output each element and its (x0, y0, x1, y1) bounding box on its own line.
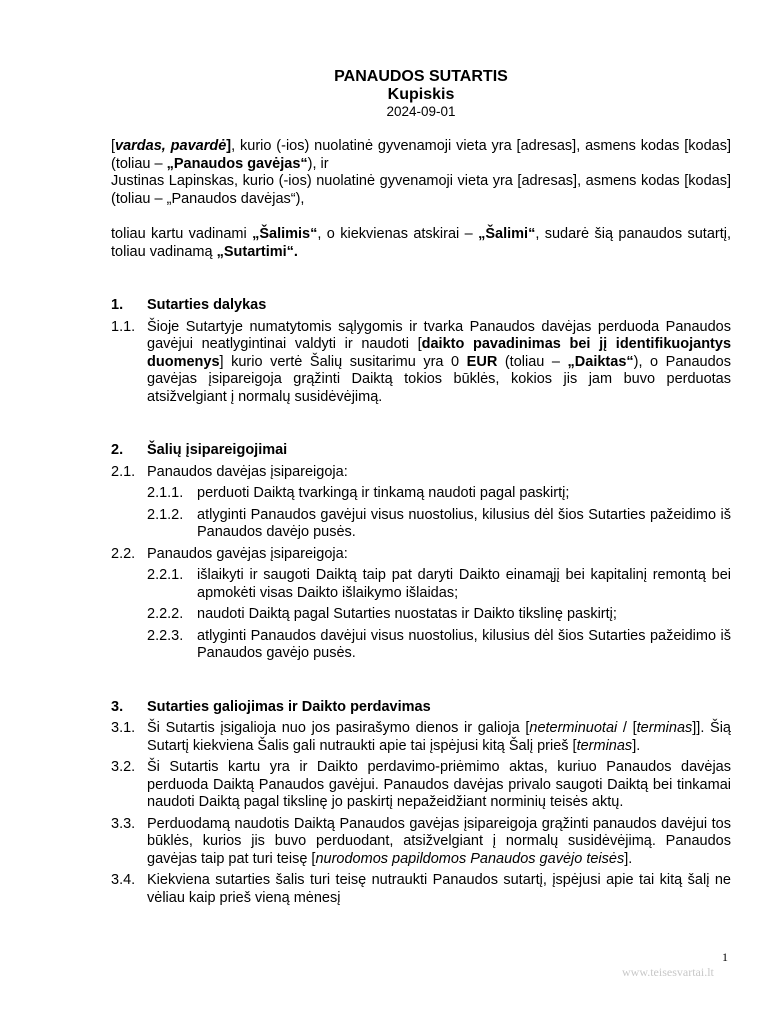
party-1-text: , kurio (-ios) nuolatinė gyvenamoji vieta yra [adresas], asmens kodas [kodas] (toliau – (111, 138, 731, 172)
clause-number: 3.3. (111, 815, 136, 832)
document-title: PANAUDOS SUTARTIS (334, 68, 508, 85)
clause-text: Ši Sutartis kartu yra ir Daikto perdavimo-priėmimo aktas, kuriuo Panaudos davėjas perduoda Daiktą Panaudos gavėjui. Panaudos davėjas privalo saugoti Daiktą bei tinkamai naudoti Daiktą pagal tikslinę jo paskirtį nepažeidžiant norminių teisės aktų. (147, 759, 731, 810)
section-2-title: Šalių įsipareigojimai (147, 442, 288, 458)
clause-number: 2.2.1. (147, 567, 184, 583)
jointly-term-sutartimi: „Sutartimi“. (216, 243, 298, 260)
party-1-term: „Panaudos gavėjas“ (166, 155, 308, 172)
party-1-paragraph: [vardas, pavardė], kurio (-ios) nuolatinė gyvenamoji vieta yra [adresas], asmens kodas [kodas] (toliau – „Panaudos gavėjas“), ir (111, 138, 731, 172)
jointly-text-c: , o kiekvienas atskirai – (317, 226, 479, 242)
clause-2-2-1 (147, 567, 731, 602)
clause-number: 3.4. (111, 872, 136, 888)
clause-number: 2.1. (111, 463, 136, 480)
document-city: Kupiskis (387, 86, 455, 103)
section-3-number: 3. (111, 698, 124, 715)
clause-text: Panaudos davėjas įsipareigoja: (147, 463, 348, 480)
clause-2-2 (111, 546, 731, 564)
section-2-number: 2. (111, 442, 124, 458)
clause-3-2 (111, 759, 731, 812)
clause-text: Panaudos gavėjas įsipareigoja: (147, 545, 348, 562)
clause-text: Ši Sutartis įsigalioja nuo jos pasirašymo dienos ir galioja [neterminuotai / [terminas]]. Šią Sutartį kiekviena Šalis gali nutraukti apie tai įspėjusi kitą Šalį prieš [terminas]. (147, 720, 731, 754)
document-page (111, 68, 731, 907)
clause-text: Šioje Sutartyje numatytomis sąlygomis ir tvarka Panaudos davėjas perduoda Panaudos gavėjui neatlygintinai valdyti ir naudoti [daikto pavadinimas bei jį identifikuojantys duomenys] kurio vertė Šalių susitarimu yra 0 EUR (toliau – „Daiktas“), o Panaudos gavėjas įsipareigoja grąžinti Daiktą tokios būklės, kokios jis jam buvo perduotas atsižvelgiant į normalų susidėvėjimą. (147, 318, 732, 405)
clause-3-1 (111, 720, 731, 755)
clause-text: perduoti Daiktą tvarkingą ir tinkamą naudoti pagal paskirtį; (197, 485, 570, 501)
jointly-text-e: , sudarė šią panaudos sutartį, toliau vadinamą (111, 226, 731, 260)
clause-text: atlyginti Panaudos gavėjui visus nuostolius, kilusius dėl šios Sutarties pažeidimo iš Panaudos davėjo pusės. (197, 506, 731, 540)
clause-number: 3.1. (111, 720, 136, 736)
party-1-end: ), ir (307, 155, 329, 172)
section-2-heading (111, 442, 731, 460)
jointly-text-a: toliau kartu vadinami (111, 226, 253, 242)
clause-number: 2.2.2. (147, 606, 184, 622)
section-1-title: Sutarties dalykas (147, 297, 267, 313)
clause-text: atlyginti Panaudos davėjui visus nuostolius, kilusius dėl šios Sutarties pažeidimo iš Panaudos gavėjo pusės. (197, 627, 731, 661)
clause-number: 3.2. (111, 759, 136, 775)
section-3-heading (111, 699, 731, 717)
clause-2-1-2 (147, 507, 731, 542)
clause-number: 2.1.1. (147, 485, 184, 501)
footer-site-watermark: www.teisesvartai.lt (622, 965, 714, 979)
clause-2-2-3 (147, 628, 731, 663)
clause-number: 1.1. (111, 318, 136, 335)
clause-text: Kiekviena sutarties šalis turi teisę nutraukti Panaudos sutartį, įspėjusi apie tai kitą šalį ne vėliau kaip prieš vieną mėnesį (147, 872, 731, 906)
clause-2-2-2 (147, 606, 731, 624)
clause-3-3 (111, 816, 731, 869)
jointly-term-salimis: „Šalimis“ (252, 226, 318, 242)
clause-text: Perduodamą naudotis Daiktą Panaudos gavėjas įsipareigoja grąžinti panaudos davėjui tos būklės, kurios jis buvo perduodant, atsižvelgiant į normalų susidėvėjimą. Panaudos gavėjas taip pat turi teisę [nurodomos papildomos Panaudos gavėjo teisės]. (147, 815, 731, 867)
jointly-term-salimi: „Šalimi“ (478, 226, 536, 242)
party-2-paragraph: Justinas Lapinskas, kurio (-ios) nuolatinė gyvenamoji vieta yra [adresas], asmens kodas [kodas] (toliau – „Panaudos davėjas“), (111, 173, 731, 207)
section-1-number: 1. (111, 297, 124, 313)
party-1-name: vardas, pavardė (115, 138, 227, 154)
clause-2-1-1 (147, 485, 731, 503)
page-number: 1 (722, 950, 728, 964)
section-3-title: Sutarties galiojimas ir Daikto perdavimas (147, 698, 431, 715)
clause-number: 2.1.2. (147, 506, 184, 523)
jointly-paragraph (111, 226, 731, 261)
clause-1-1 (111, 319, 731, 407)
clause-number: 2.2.3. (147, 627, 184, 644)
section-1-heading (111, 297, 731, 315)
clause-text: naudoti Daiktą pagal Sutarties nuostatas ir Daikto tikslinę paskirtį; (197, 606, 617, 622)
clause-3-4 (111, 872, 731, 907)
clause-number: 2.2. (111, 545, 136, 562)
clause-2-1 (111, 464, 731, 482)
clause-text: išlaikyti ir saugoti Daiktą taip pat daryti Daikto einamąjį bei kapitalinį remontą bei apmokėti visas Daikto išlaikymo išlaidas; (197, 567, 731, 601)
document-date: 2024-09-01 (386, 104, 456, 119)
